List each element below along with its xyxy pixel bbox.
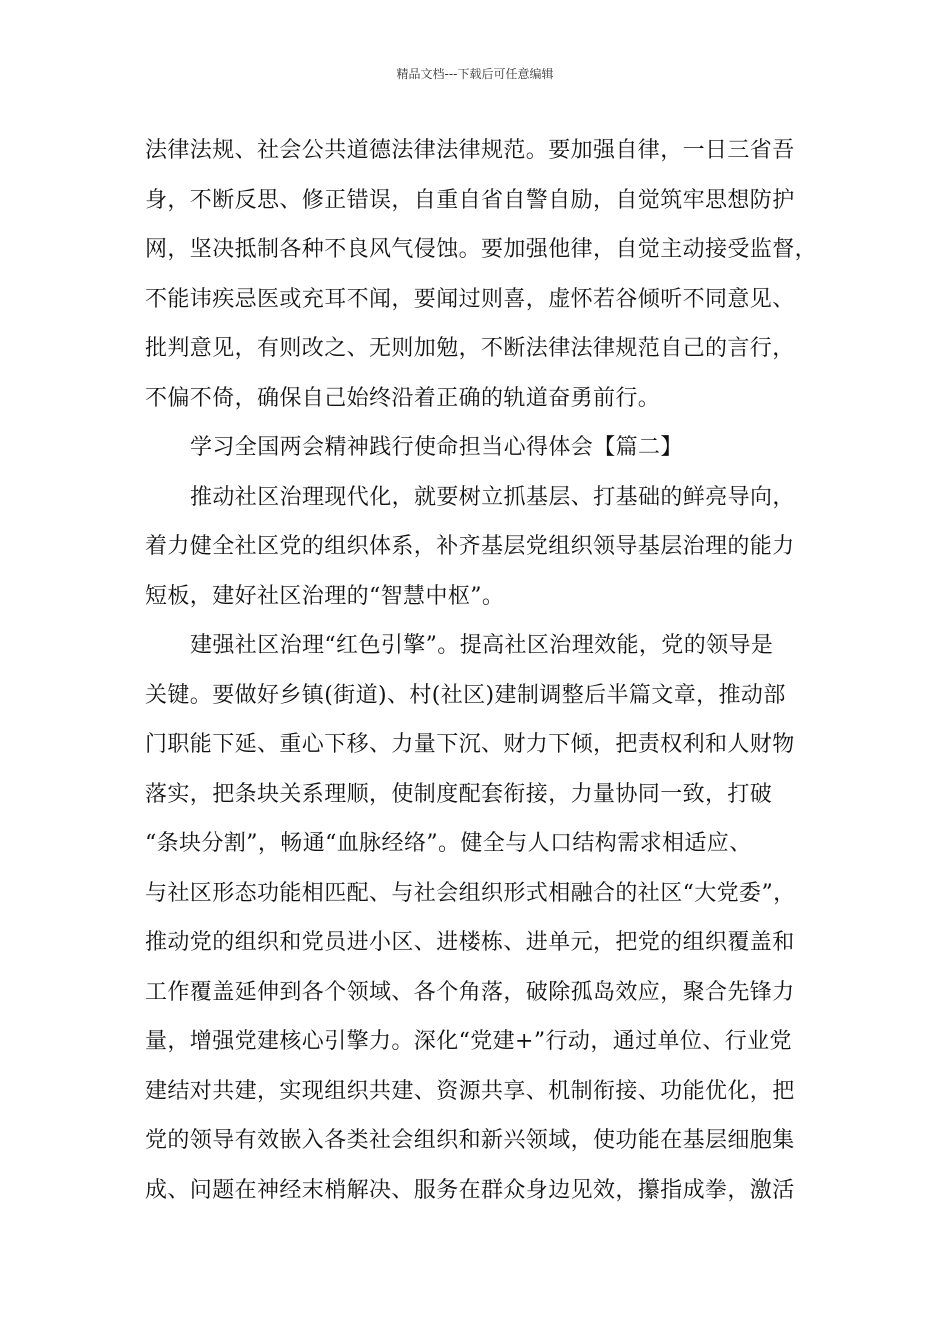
text-line: 与社区形态功能相匹配、与社会组织形式相融合的社区“大党委”， (145, 880, 796, 906)
text-line: 网，坚决抵制各种不良风气侵蚀。要加强他律，自觉主动接受监督， (145, 237, 818, 262)
text-line: 门职能下延、重心下移、力量下沉、财力下倾，把责权利和人财物 (145, 732, 795, 757)
document-body (145, 126, 825, 1215)
text-line: 量，增强党建核心引擎力。深化“党建+”行动，通过单位、行业党 (145, 1029, 792, 1054)
text-line: 党的领导有效嵌入各类社会组织和新兴领域，使功能在基层细胞集 (145, 1128, 795, 1153)
text-line: 落实，把条块关系理顺，使制度配套衔接，力量协同一致，打破 (145, 781, 773, 807)
text-line: 关键。要做好乡镇(街道)、村(社区)建制调整后半篇文章，推动部 (145, 682, 786, 708)
paragraph-start-line: 建强社区治理“红色引擎”。提高社区治理效能，党的领导是 (190, 633, 774, 658)
text-line: 不偏不倚，确保自己始终沿着正确的轨道奋勇前行。 (145, 385, 661, 411)
text-line: 法律法规、社会公共道德法律法律规范。要加强自律，一日三省吾 (145, 138, 795, 163)
text-line: 建结对共建，实现组织共建、资源共享、机制衔接、功能优化，把 (145, 1078, 795, 1104)
text-line: 成、问题在神经末梢解决、服务在群众身边见效，攥指成拳，激活 (145, 1177, 795, 1203)
text-line: 推动党的组织和党员进小区、进楼栋、进单元，把党的组织覆盖和 (145, 930, 795, 955)
page-header: 精品文档---下载后可任意编辑 (396, 67, 554, 81)
text-line: 短板，建好社区治理的“智慧中枢”。 (145, 583, 505, 609)
text-line: 身，不断反思、修正错误，自重自省自警自励，自觉筑牢思想防护 (145, 187, 795, 213)
text-line: 不能讳疾忌医或充耳不闻，要闻过则喜，虚怀若谷倾听不同意见、 (145, 286, 795, 312)
text-line: 工作覆盖延伸到各个领域、各个角落，破除孤岛效应，聚合先锋力 (145, 979, 795, 1005)
section-heading: 学习全国两会精神践行使命担当心得体会【篇二】 (190, 435, 683, 460)
text-line: “条块分割”，畅通“血脉经络”。健全与人口结构需求相适应、 (145, 831, 752, 856)
text-line: 批判意见，有则改之、无则加勉，不断法律法律规范自己的言行， (145, 336, 795, 361)
paragraph-start-line: 推动社区治理现代化，就要树立抓基层、打基础的鲜亮导向， (190, 484, 795, 510)
text-line: 着力健全社区党的组织体系，补齐基层党组织领导基层治理的能力 (145, 534, 795, 559)
